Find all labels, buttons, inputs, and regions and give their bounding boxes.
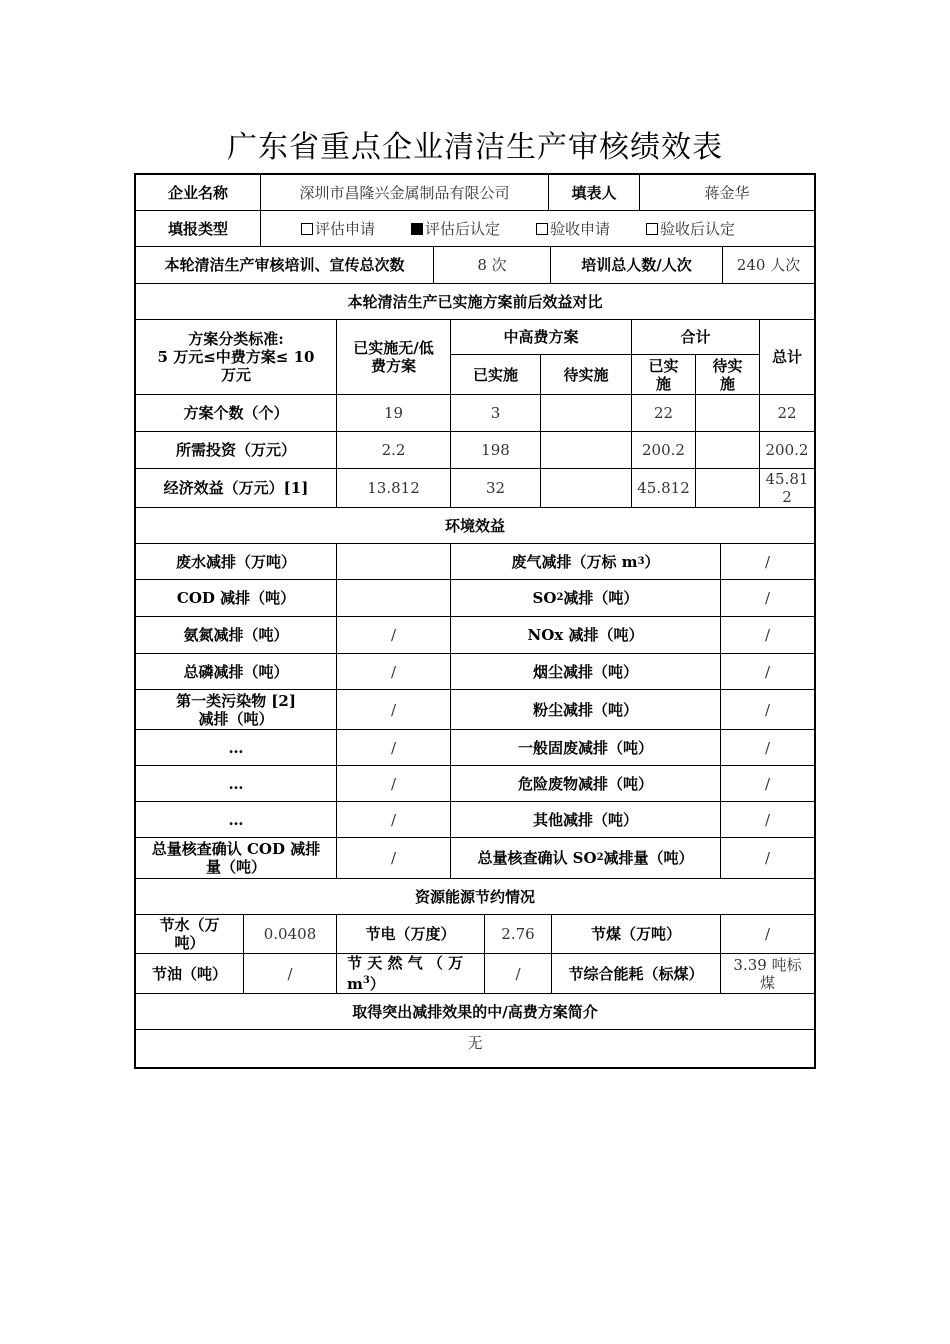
- investment-implemented: 198: [451, 432, 541, 469]
- env-value-phosphorus: /: [337, 654, 451, 690]
- training-count-label: 本轮清洁生产审核培训、宣传总次数: [136, 247, 434, 284]
- pending-header: 待实施: [541, 355, 632, 395]
- low-cost-header: 已实施无/低 费方案: [337, 320, 451, 395]
- option-acceptance-apply[interactable]: 验收申请: [536, 220, 610, 238]
- mid-high-header: 中高费方案: [451, 320, 632, 355]
- count-subtotal-implemented: 22: [632, 395, 696, 432]
- env-value-hazardous-waste: /: [721, 766, 814, 802]
- row-label-benefit: 经济效益（万元）[1]: [136, 469, 337, 508]
- checkbox-unchecked-icon: [536, 223, 548, 235]
- env-label-ammonia: 氨氮减排（吨）: [136, 617, 337, 654]
- gas-saving-value: /: [485, 954, 552, 994]
- benefit-subtotal-implemented: 45.812: [632, 469, 696, 508]
- env-value-general-solid-waste: /: [721, 730, 814, 766]
- env-value-ellipsis-1: /: [337, 730, 451, 766]
- checkbox-checked-icon: [411, 223, 423, 235]
- benefit-pending: [541, 469, 632, 508]
- trainees-label: 培训总人数/人次: [551, 247, 723, 284]
- power-saving-label: 节电（万度）: [337, 915, 485, 954]
- count-implemented: 3: [451, 395, 541, 432]
- env-label-ellipsis-3: …: [136, 802, 337, 838]
- coal-saving-label: 节煤（万吨）: [552, 915, 721, 954]
- benefit-total: 45.81 2: [760, 469, 814, 508]
- environment-section-title: 环境效益: [136, 508, 814, 544]
- env-label-ellipsis-2: …: [136, 766, 337, 802]
- filler-value: 蒋金华: [640, 175, 814, 211]
- env-label-ellipsis-1: …: [136, 730, 337, 766]
- subtotal-pending-header: 待实 施: [696, 355, 760, 395]
- option-post-evaluation-confirm[interactable]: 评估后认定: [411, 220, 500, 238]
- investment-subtotal-implemented: 200.2: [632, 432, 696, 469]
- env-label-general-solid-waste: 一般固废减排（吨）: [451, 730, 721, 766]
- comparison-section-title: 本轮清洁生产已实施方案前后效益对比: [136, 284, 814, 320]
- env-value-exhaust-gas: /: [721, 544, 814, 580]
- count-total: 22: [760, 395, 814, 432]
- env-value-class1-pollutant: /: [337, 690, 451, 730]
- env-value-ellipsis-3: /: [337, 802, 451, 838]
- subtotal-implemented-header: 已实 施: [632, 355, 696, 395]
- training-count-value: 8 次: [434, 247, 551, 284]
- investment-low-cost: 2.2: [337, 432, 451, 469]
- checkbox-unchecked-icon: [301, 223, 313, 235]
- env-label-exhaust-gas: 废气减排（万标 m 3 ）: [451, 544, 721, 580]
- env-label-other: 其他减排（吨）: [451, 802, 721, 838]
- env-value-verified-cod: /: [337, 838, 451, 879]
- benefit-low-cost: 13.812: [337, 469, 451, 508]
- env-label-wastewater: 废水减排（万吨）: [136, 544, 337, 580]
- coal-saving-value: /: [721, 915, 814, 954]
- env-label-verified-so2: 总量核查确认 SO 2 减排量（吨）: [451, 838, 721, 879]
- env-label-so2: SO 2 减排（吨）: [451, 580, 721, 617]
- env-label-cod: COD 减排（吨）: [136, 580, 337, 617]
- env-label-smoke-dust: 烟尘减排（吨）: [451, 654, 721, 690]
- investment-subtotal-pending: [696, 432, 760, 469]
- benefit-implemented: 32: [451, 469, 541, 508]
- env-label-hazardous-waste: 危险废物减排（吨）: [451, 766, 721, 802]
- env-value-ammonia: /: [337, 617, 451, 654]
- benefit-subtotal-pending: [696, 469, 760, 508]
- subtotal-header: 合计: [632, 320, 760, 355]
- summary-section-title: 取得突出减排效果的中/高费方案简介: [136, 994, 814, 1030]
- env-value-smoke-dust: /: [721, 654, 814, 690]
- count-pending: [541, 395, 632, 432]
- trainees-value: 240 人次: [723, 247, 814, 284]
- row-label-count: 方案个数（个）: [136, 395, 337, 432]
- water-saving-label: 节水（万 吨）: [136, 915, 244, 954]
- total-header: 总计: [760, 320, 814, 395]
- checkbox-unchecked-icon: [646, 223, 658, 235]
- company-name-label: 企业名称: [136, 175, 261, 211]
- row-label-investment: 所需投资（万元）: [136, 432, 337, 469]
- power-saving-value: 2.76: [485, 915, 552, 954]
- report-type-options: [261, 211, 814, 247]
- env-value-nox: /: [721, 617, 814, 654]
- criteria-header: 方案分类标准: 5 万元≤中费方案≤ 10 万元: [136, 320, 337, 395]
- env-label-phosphorus: 总磷减排（吨）: [136, 654, 337, 690]
- env-label-dust: 粉尘减排（吨）: [451, 690, 721, 730]
- env-value-ellipsis-2: /: [337, 766, 451, 802]
- env-value-other: /: [721, 802, 814, 838]
- env-label-verified-cod: 总量核查确认 COD 减排 量（吨）: [136, 838, 337, 879]
- oil-saving-value: /: [244, 954, 337, 994]
- env-value-verified-so2: /: [721, 838, 814, 879]
- count-subtotal-pending: [696, 395, 760, 432]
- report-type-label: 填报类型: [136, 211, 261, 247]
- env-value-so2: /: [721, 580, 814, 617]
- energy-saving-value: 3.39 吨标 煤: [721, 954, 814, 994]
- env-value-wastewater: [337, 544, 451, 580]
- env-value-cod: [337, 580, 451, 617]
- gas-saving-label: 节 天 然 气 （ 万 $m^3$）: [337, 954, 485, 994]
- page-title: 广东省重点企业清洁生产审核绩效表: [227, 130, 723, 165]
- investment-pending: [541, 432, 632, 469]
- option-evaluation-apply[interactable]: 评估申请: [301, 220, 375, 238]
- filler-label: 填表人: [549, 175, 640, 211]
- oil-saving-label: 节油（吨）: [136, 954, 244, 994]
- summary-content: 无: [467, 1034, 483, 1052]
- env-label-nox: NOx 减排（吨）: [451, 617, 721, 654]
- water-saving-value: 0.0408: [244, 915, 337, 954]
- env-label-class1-pollutant: 第一类污染物 [2] 减排（吨）: [136, 690, 337, 730]
- env-value-dust: /: [721, 690, 814, 730]
- implemented-header: 已实施: [451, 355, 541, 395]
- energy-saving-label: 节综合能耗（标煤）: [552, 954, 721, 994]
- option-post-acceptance-confirm[interactable]: 验收后认定: [646, 220, 735, 238]
- count-low-cost: 19: [337, 395, 451, 432]
- resources-section-title: 资源能源节约情况: [136, 879, 814, 915]
- company-name-value: 深圳市昌隆兴金属制品有限公司: [261, 175, 549, 211]
- performance-table: [134, 173, 816, 1069]
- investment-total: 200.2: [760, 432, 814, 469]
